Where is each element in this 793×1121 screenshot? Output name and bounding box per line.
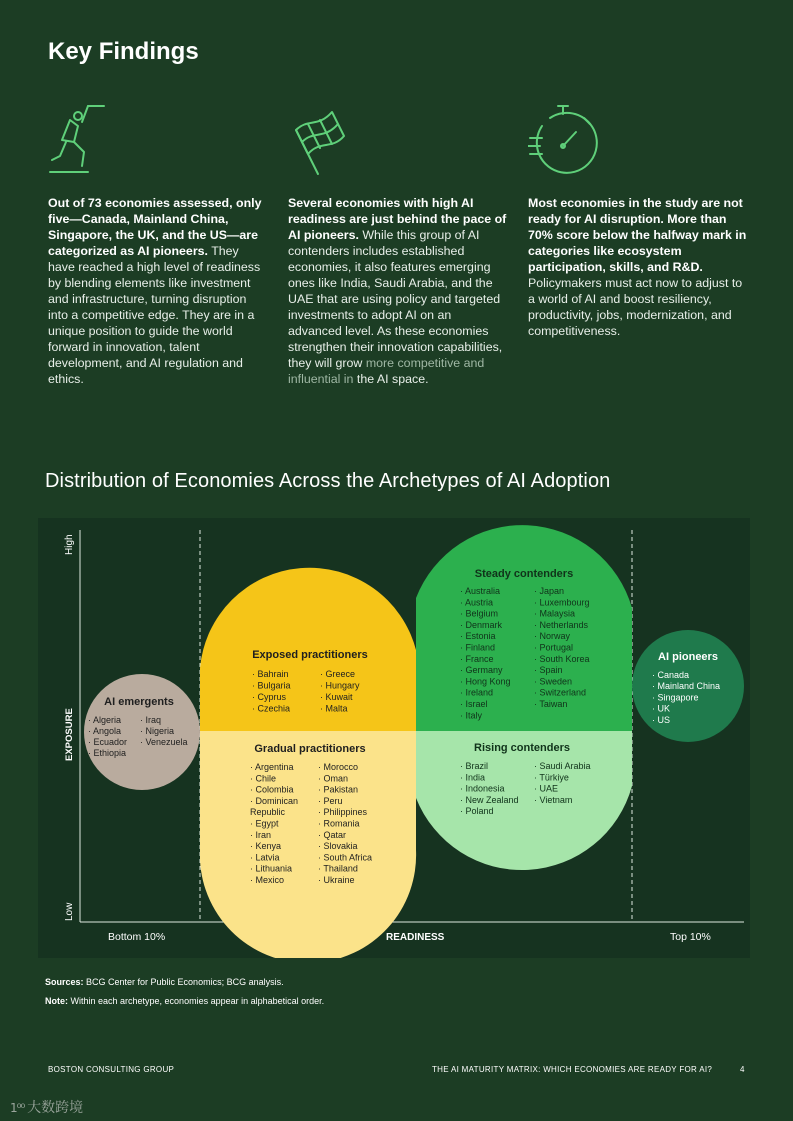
- country-gradual-col1-4: Republic: [250, 807, 286, 818]
- country-exposed-col1-2: · Cyprus: [252, 692, 287, 702]
- page-number: 4: [740, 1065, 745, 1074]
- country-steady-col1-1: · Austria: [460, 597, 494, 608]
- country-steady-col1-3: · Denmark: [460, 619, 503, 630]
- country-rising-col1-1: · India: [460, 772, 486, 783]
- finding-contenders: [288, 195, 508, 387]
- archetype-title-steady: Steady contenders: [474, 568, 574, 580]
- finding-body: Policymakers must act now to adjust to a world of AI and boost resiliency, productivity, jobs, modernization, and competitiveness.: [528, 276, 743, 338]
- country-steady-col1-7: · Germany: [460, 665, 503, 676]
- country-steady-col2-10: · Taiwan: [534, 699, 568, 709]
- country-pioneers-col1-3: · UK: [652, 703, 670, 714]
- country-gradual-col2-3: · Peru: [318, 795, 343, 806]
- order-note: [45, 996, 324, 1006]
- country-emergents-col2-2: · Venezuela: [140, 737, 188, 747]
- archetype-shape-gradual: [200, 731, 416, 958]
- archetype-chart-svg: [38, 518, 750, 958]
- note-text: Within each archetype, economies appear in alphabetical order.: [68, 996, 325, 1006]
- country-steady-col1-2: · Belgium: [460, 608, 499, 619]
- country-steady-col1-5: · Finland: [460, 642, 496, 653]
- country-steady-col2-7: · Spain: [534, 665, 563, 676]
- country-steady-col1-11: · Italy: [460, 710, 483, 721]
- country-gradual-col2-9: · Thailand: [318, 863, 358, 874]
- country-emergents-col1-1: · Angola: [88, 726, 122, 736]
- country-rising-col1-4: · Poland: [460, 806, 494, 817]
- x-axis-high: Top 10%: [670, 931, 711, 943]
- country-rising-col1-3: · New Zealand: [460, 794, 519, 805]
- checkered-flag-icon: [288, 108, 350, 180]
- country-gradual-col1-8: · Latvia: [250, 852, 280, 863]
- finding-body-faded: more competitive and influential in: [288, 356, 485, 386]
- archetype-title-rising: Rising contenders: [474, 742, 570, 754]
- country-gradual-col2-2: · Pakistan: [318, 784, 359, 795]
- country-gradual-col1-7: · Kenya: [250, 841, 282, 852]
- country-emergents-col2-1: · Nigeria: [140, 726, 175, 736]
- country-steady-col1-6: · France: [460, 653, 494, 664]
- country-gradual-col2-6: · Qatar: [318, 829, 347, 840]
- watermark-logo-icon: 1⁰⁰: [10, 1101, 28, 1115]
- country-emergents-col1-3: · Ethiopia: [88, 748, 127, 758]
- country-steady-col1-9: · Ireland: [460, 687, 494, 698]
- page-title: Key Findings: [48, 38, 199, 65]
- sources-note: [45, 977, 284, 987]
- chart-title: Distribution of Economies Across the Archetypes of AI Adoption: [45, 470, 611, 492]
- finding-bold: Several economies with high AI readiness are just behind the pace of AI pioneers.: [288, 196, 507, 242]
- finding-not-ready: [528, 195, 748, 339]
- country-rising-col2-2: · UAE: [534, 783, 559, 794]
- finding-bold: Out of 73 economies assessed, only five—Canada, Mainland China, Singapore, the UK, and the US—are categorized as AI pioneers.: [48, 196, 262, 258]
- country-emergents-col1-2: · Ecuador: [88, 737, 128, 747]
- archetype-title-emergents: AI emergents: [104, 696, 174, 708]
- country-steady-col2-2: · Malaysia: [534, 608, 576, 619]
- country-steady-col2-9: · Switzerland: [534, 687, 587, 698]
- country-steady-col1-0: · Australia: [460, 586, 501, 596]
- country-rising-col1-2: · Indonesia: [460, 783, 505, 794]
- watermark-text: 大数跨境: [27, 1100, 84, 1116]
- country-steady-col2-6: · South Korea: [534, 653, 590, 664]
- archetype-title-pioneers: AI pioneers: [658, 651, 718, 663]
- country-steady-col2-0: · Japan: [534, 586, 565, 596]
- country-exposed-col2-0: · Greece: [320, 669, 356, 679]
- country-gradual-col1-2: · Colombia: [250, 784, 294, 795]
- watermark: [10, 1097, 83, 1117]
- country-pioneers-col1-2: · Singapore: [652, 692, 699, 703]
- country-gradual-col1-1: · Chile: [250, 773, 277, 784]
- stopwatch-icon: [528, 104, 598, 178]
- finding-body: They have reached a high level of readiness by blending elements like investment and infrastructure, turning disruption into a competitive edge. They are in a unique position to guide the world forward in innovation, talent development, and AI regulation and ethics.: [48, 244, 261, 386]
- country-gradual-col2-5: · Romania: [318, 818, 360, 829]
- archetype-title-exposed: Exposed practitioners: [252, 649, 368, 661]
- country-emergents-col1-0: · Algeria: [88, 715, 122, 725]
- country-steady-col2-3: · Netherlands: [534, 619, 589, 630]
- country-steady-col1-10: · Israel: [460, 699, 488, 709]
- country-rising-col2-3: · Vietnam: [534, 794, 573, 805]
- country-steady-col2-4: · Norway: [534, 631, 571, 642]
- country-gradual-col2-1: · Oman: [318, 773, 349, 784]
- country-exposed-col1-1: · Bulgaria: [252, 680, 291, 691]
- country-pioneers-col1-1: · Mainland China: [652, 681, 721, 692]
- country-gradual-col1-6: · Iran: [250, 829, 272, 840]
- country-gradual-col1-3: · Dominican: [250, 795, 299, 806]
- x-axis-label: READINESS: [386, 932, 445, 943]
- country-gradual-col2-7: · Slovakia: [318, 841, 358, 852]
- archetype-shape-steady: [416, 525, 632, 731]
- sources-label: Sources:: [45, 977, 84, 987]
- country-emergents-col2-0: · Iraq: [140, 715, 162, 725]
- sources-text: BCG Center for Public Economics; BCG analysis.: [83, 977, 284, 987]
- country-steady-col2-1: · Luxembourg: [534, 597, 590, 608]
- finding-body-tail: the AI space.: [353, 372, 429, 386]
- country-rising-col2-1: · Türkiye: [534, 772, 569, 783]
- footer-report-title: THE AI MATURITY MATRIX: WHICH ECONOMIES ARE READY FOR AI?: [432, 1065, 713, 1074]
- country-steady-col1-4: · Estonia: [460, 631, 496, 642]
- climber-icon: [48, 100, 108, 178]
- country-pioneers-col1-4: · US: [652, 714, 670, 725]
- country-exposed-col2-1: · Hungary: [320, 680, 360, 691]
- country-gradual-col1-10: · Mexico: [250, 875, 285, 885]
- finding-bold: Most economies in the study are not ready for AI disruption. More than 70% score below the halfway mark in categories like ecosystem participation, skills, and R&D.: [528, 196, 747, 274]
- country-rising-col1-0: · Brazil: [460, 761, 489, 771]
- country-exposed-col2-2: · Kuwait: [320, 692, 353, 702]
- finding-pioneers: [48, 195, 268, 387]
- country-pioneers-col1-0: · Canada: [652, 670, 690, 680]
- note-label: Note:: [45, 996, 68, 1006]
- country-exposed-col2-3: · Malta: [320, 703, 348, 714]
- country-gradual-col1-5: · Egypt: [250, 818, 279, 829]
- country-steady-col2-8: · Sweden: [534, 676, 573, 687]
- country-gradual-col1-0: · Argentina: [250, 762, 294, 772]
- x-axis-low: Bottom 10%: [108, 931, 166, 943]
- country-rising-col2-0: · Saudi Arabia: [534, 761, 591, 771]
- y-axis-high: High: [64, 534, 75, 555]
- y-axis-low: Low: [64, 902, 75, 921]
- country-exposed-col1-0: · Bahrain: [252, 669, 289, 679]
- y-axis-label: EXPOSURE: [64, 708, 75, 761]
- finding-body: While this group of AI contenders includes established economies, it also features emerging ones like India, Saudi Arabia, and the UAE that are using policy and targeted investments to adopt AI on an advanced level. As these economies strengthen their innovation capabilities, they will grow: [288, 228, 503, 370]
- footer-publisher: BOSTON CONSULTING GROUP: [48, 1065, 175, 1074]
- archetype-title-gradual: Gradual practitioners: [254, 743, 366, 755]
- archetype-chart: [38, 518, 750, 958]
- country-gradual-col1-9: · Lithuania: [250, 863, 293, 874]
- country-gradual-col2-8: · South Africa: [318, 852, 373, 863]
- country-gradual-col2-4: · Philippines: [318, 807, 368, 818]
- country-gradual-col2-10: · Ukraine: [318, 875, 355, 885]
- country-exposed-col1-3: · Czechia: [252, 703, 291, 714]
- country-gradual-col2-0: · Morocco: [318, 762, 359, 772]
- country-steady-col1-8: · Hong Kong: [460, 676, 511, 687]
- country-steady-col2-5: · Portugal: [534, 642, 574, 653]
